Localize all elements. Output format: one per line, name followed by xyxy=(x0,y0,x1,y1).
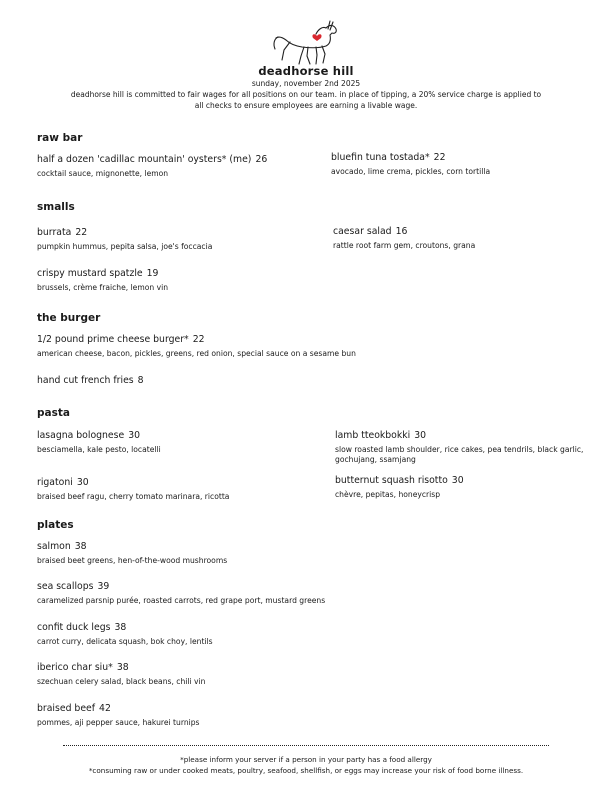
item-price: 38 xyxy=(116,662,129,673)
item-price: 30 xyxy=(451,475,464,486)
item-price: 22 xyxy=(433,152,446,163)
item-name: bluefin tuna tostada* xyxy=(331,152,430,163)
item-name: burrata xyxy=(37,227,72,238)
item-name-line xyxy=(37,581,325,593)
item-name-line xyxy=(37,541,227,553)
item-name-line xyxy=(37,227,212,239)
item-name-line xyxy=(37,375,144,387)
item-name: 1/2 pound prime cheese burger* xyxy=(37,334,189,345)
menu-item xyxy=(37,430,161,455)
item-name-line xyxy=(37,477,229,489)
item-name: lasagna bolognese xyxy=(37,430,125,441)
item-name: braised beef xyxy=(37,703,96,714)
item-description: braised beet greens, hen-of-the-wood mushrooms xyxy=(37,556,228,565)
item-description: cocktail sauce, mignonette, lemon xyxy=(37,169,169,178)
item-price: 30 xyxy=(76,477,89,488)
menu-item xyxy=(37,703,200,728)
item-price: 42 xyxy=(99,703,111,714)
menu-item xyxy=(37,334,356,359)
item-description: pommes, aji pepper sauce, hakurei turnips xyxy=(37,718,200,727)
item-name: salmon xyxy=(37,541,71,552)
item-name-line xyxy=(335,430,593,442)
item-description: brussels, crème fraiche, lemon vin xyxy=(37,283,169,292)
section-title-raw-bar: raw bar xyxy=(37,132,83,144)
item-description: american cheese, bacon, pickles, greens, red onion, special sauce on a sesame bun xyxy=(37,349,356,358)
menu-item xyxy=(37,622,213,647)
menu-item xyxy=(37,477,229,502)
item-description: chèvre, pepitas, honeycrisp xyxy=(335,490,441,499)
item-description: carrot curry, delicata squash, bok choy, lentils xyxy=(37,637,213,646)
menu-item xyxy=(37,662,205,687)
menu-item xyxy=(37,541,227,566)
item-name-line xyxy=(37,430,161,442)
item-price: 38 xyxy=(114,622,127,633)
item-price: 26 xyxy=(255,154,268,165)
menu-item xyxy=(37,227,212,252)
menu-date: sunday, november 2nd 2025 xyxy=(251,79,361,88)
item-description: slow roasted lamb shoulder, rice cakes, pea tendrils, black garlic, gochujang, ssamjang xyxy=(335,445,584,464)
item-name-line xyxy=(335,475,464,487)
item-name: crispy mustard spatzle xyxy=(37,268,143,279)
item-name: iberico char siu* xyxy=(37,662,113,673)
item-description: braised beef ragu, cherry tomato marinara, ricotta xyxy=(37,492,230,501)
allergy-note: *please inform your server if a person in your party has a food allergy xyxy=(180,755,432,764)
menu-item xyxy=(335,475,464,500)
item-price: 38 xyxy=(74,541,87,552)
item-name-line xyxy=(37,268,168,280)
item-price: 30 xyxy=(414,430,427,441)
menu-item xyxy=(37,268,168,293)
section-title-pasta: pasta xyxy=(37,407,70,419)
item-name-line xyxy=(333,226,475,238)
menu-item xyxy=(37,154,267,179)
horse-logo-icon xyxy=(270,20,342,66)
item-name: caesar salad xyxy=(333,226,392,237)
item-price: 39 xyxy=(97,581,110,592)
item-name-line xyxy=(37,154,267,166)
wage-notice-line: deadhorse hill is committed to fair wages for all positions on our team. in place of tipping, a 20% service charge is applied to xyxy=(70,90,542,99)
item-name: lamb tteokbokki xyxy=(335,430,411,441)
section-title-smalls: smalls xyxy=(37,201,75,213)
item-description: szechuan celery salad, black beans, chili vin xyxy=(37,677,206,686)
item-name: hand cut french fries xyxy=(37,375,134,386)
item-name-line xyxy=(37,622,213,634)
item-name: butternut squash risotto xyxy=(335,475,448,486)
item-name: confit duck legs xyxy=(37,622,111,633)
item-price: 16 xyxy=(395,226,408,237)
menu-item xyxy=(37,375,144,387)
item-description: besciamella, kale pesto, locatelli xyxy=(37,445,161,454)
item-name-line xyxy=(37,334,356,346)
restaurant-name: deadhorse hill xyxy=(258,64,354,78)
item-price: 22 xyxy=(75,227,88,238)
wage-notice-line: all checks to ensure employees are earning a livable wage. xyxy=(194,100,418,110)
section-title-the-burger: the burger xyxy=(37,312,101,324)
item-name: rigatoni xyxy=(37,477,73,488)
footer-divider xyxy=(63,745,549,746)
item-price: 22 xyxy=(192,334,205,345)
item-name-line xyxy=(331,152,490,164)
menu-item xyxy=(37,581,325,606)
menu-item xyxy=(335,430,593,465)
raw-food-warning: *consuming raw or under cooked meats, poultry, seafood, shellfish, or eggs may increase your risk of food borne illness. xyxy=(88,766,524,775)
item-description: avocado, lime crema, pickles, corn tortilla xyxy=(331,167,491,176)
item-price: 30 xyxy=(128,430,141,441)
menu-item xyxy=(333,226,475,251)
item-price: 8 xyxy=(137,375,144,386)
item-description: pumpkin hummus, pepita salsa, joe's foccacia xyxy=(37,242,213,251)
item-name-line xyxy=(37,662,205,674)
item-price: 19 xyxy=(146,268,159,279)
menu-item xyxy=(331,152,490,177)
section-title-plates: plates xyxy=(37,519,74,531)
item-description: caramelized parsnip purée, roasted carrots, red grape port, mustard greens xyxy=(37,596,326,605)
item-name: sea scallops xyxy=(37,581,94,592)
item-name-line xyxy=(37,703,200,715)
item-name: half a dozen 'cadillac mountain' oysters* (me) xyxy=(37,154,252,165)
item-description: rattle root farm gem, croutons, grana xyxy=(333,241,476,250)
wage-notice xyxy=(30,90,582,111)
